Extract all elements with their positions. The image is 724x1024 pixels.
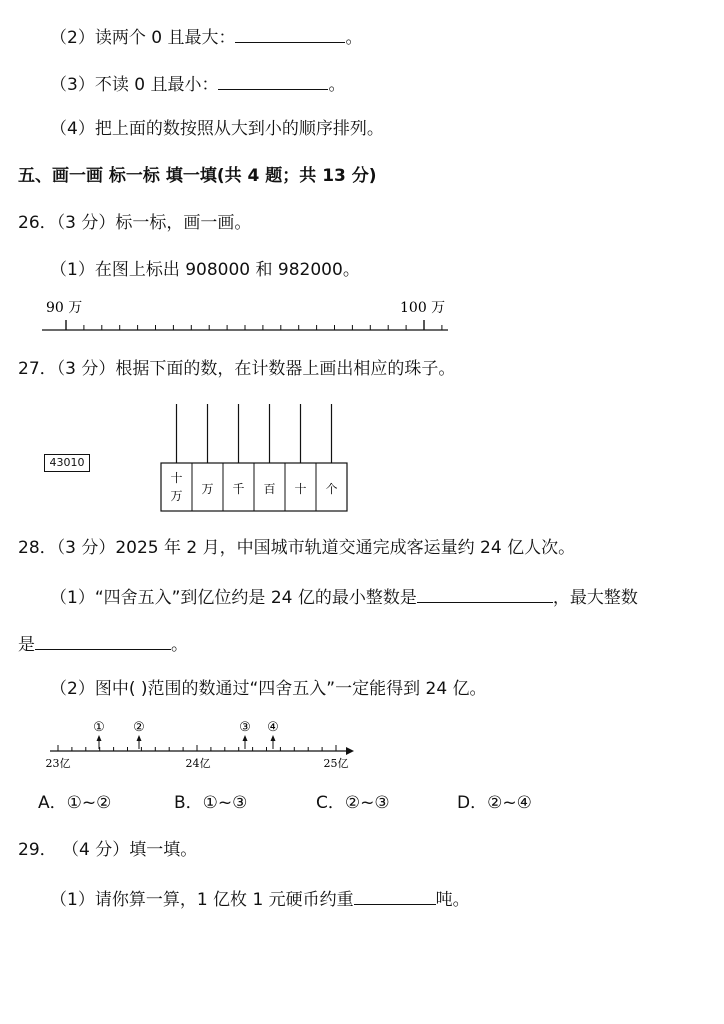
number-line-90-100-wan <box>40 294 460 338</box>
q25-part2-text: （2）读两个 0 且最大： <box>50 28 236 48</box>
choice-a[interactable]: A．①~② <box>38 793 112 813</box>
min-integer-blank[interactable] <box>417 584 553 603</box>
marker-label: ④ <box>267 720 279 735</box>
q25-part2: （2）读两个 0 且最大： 。 <box>50 24 362 49</box>
choice-d[interactable]: D．②~④ <box>457 793 532 813</box>
weight-blank[interactable] <box>354 886 436 905</box>
place-label: 百 <box>263 482 276 496</box>
max-integer-blank[interactable] <box>35 631 171 650</box>
q28-part1: （1）“四舍五入”到亿位约是 24 亿的最小整数是 ，最大整数 <box>50 584 638 609</box>
q26-part1: （1）在图上标出 908000 和 982000。 <box>50 260 360 280</box>
q29-title: 29． （4 分）填一填。 <box>18 840 198 860</box>
marker-label: ① <box>93 720 105 735</box>
marker-label: ② <box>133 720 145 735</box>
q25-part3: （3）不读 0 且最小： 。 <box>50 71 345 96</box>
q29-part1: （1）请你算一算，1 亿枚 1 元硬币约重 吨。 <box>50 886 470 911</box>
q25-part4: （4）把上面的数按照从大到小的顺序排列。 <box>50 119 384 139</box>
choice-c[interactable]: C．②~③ <box>316 793 390 813</box>
place-label: 十 <box>170 471 183 485</box>
q28-part2: （2）图中( )范围的数通过“四舍五入”一定能得到 24 亿。 <box>50 679 487 699</box>
number-line-right-label: 100 万 <box>400 300 446 316</box>
number-line-label: 23亿 <box>45 757 71 770</box>
place-label: 万 <box>170 489 183 503</box>
q28-title: 28．（3 分）2025 年 2 月，中国城市轨道交通完成客运量约 24 亿人次。 <box>18 538 576 558</box>
abacus-rods <box>177 404 332 463</box>
section-5-heading: 五、画一画 标一标 填一填(共 4 题；共 13 分) <box>18 166 377 186</box>
number-line-labels <box>46 757 349 770</box>
number-line-left-label: 90 万 <box>46 300 83 316</box>
place-label: 千 <box>232 482 245 496</box>
q26-title: 26．（3 分）标一标，画一画。 <box>18 213 252 233</box>
number-line-23-25-yi <box>40 716 370 774</box>
number-line-markers <box>93 720 279 749</box>
marker-label: ③ <box>239 720 251 735</box>
number-line-ticks <box>58 745 336 751</box>
q25-part3-text: （3）不读 0 且最小： <box>50 75 219 95</box>
number-line-label: 24亿 <box>185 757 211 770</box>
number-line-label: 25亿 <box>323 757 349 770</box>
place-label: 万 <box>201 482 214 496</box>
number-card: 43010 <box>44 454 90 472</box>
answer-blank[interactable] <box>218 71 328 90</box>
place-label: 个 <box>325 482 338 496</box>
q27-title: 27．（3 分）根据下面的数，在计数器上画出相应的珠子。 <box>18 359 456 379</box>
number-line-ticks <box>66 320 442 330</box>
q28-part1-cont: 是 。 <box>18 631 188 656</box>
abacus-counter[interactable] <box>160 402 352 514</box>
answer-blank[interactable] <box>235 24 345 43</box>
place-label: 十 <box>294 482 307 496</box>
choice-b[interactable]: B．①~③ <box>174 793 248 813</box>
